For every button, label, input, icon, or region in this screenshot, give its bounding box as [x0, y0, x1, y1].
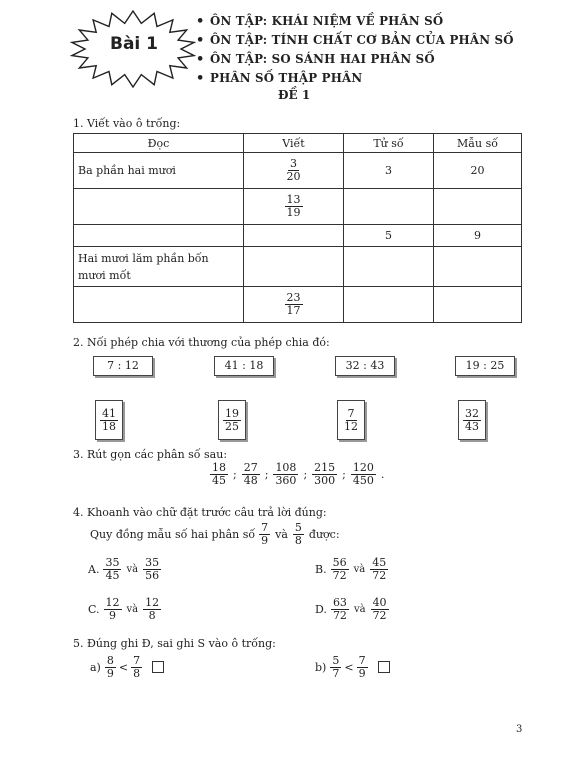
- division-box[interactable]: [214, 356, 274, 376]
- question-1-title: 1. Viết vào ô trống:: [73, 117, 181, 130]
- compare-fraction: [105, 655, 116, 679]
- numerator: 35: [145, 556, 160, 569]
- numerator: 215: [314, 461, 336, 474]
- separator: ;: [233, 467, 237, 481]
- option-fraction: [143, 597, 161, 621]
- simplify-fractions: [210, 462, 389, 486]
- cell-read: [74, 247, 244, 287]
- col-header-write: Viết: [244, 134, 344, 153]
- option-label: D.: [315, 602, 327, 616]
- denominator-value: 20: [470, 164, 485, 177]
- table-row: [74, 287, 522, 323]
- option-fraction: [331, 557, 349, 581]
- denominator: 48: [243, 473, 258, 487]
- written-fraction: [285, 194, 303, 218]
- option-label: A.: [88, 562, 100, 576]
- question-5-title: 5. Đúng ghi Đ, sai ghi S vào ô trống:: [73, 637, 276, 650]
- answer-option[interactable]: [315, 597, 389, 621]
- fraction-table: [73, 133, 522, 323]
- exam-title: ĐỀ 1: [278, 88, 311, 102]
- cell-denominator: [434, 225, 522, 247]
- numerator: 7: [133, 654, 141, 667]
- numerator: 120: [352, 461, 374, 474]
- col-header-numerator: Tử số: [344, 134, 434, 153]
- numerator: 35: [105, 556, 120, 569]
- denominator: 19: [286, 206, 301, 219]
- denominator: 45: [212, 473, 226, 487]
- denominator: 450: [352, 473, 374, 487]
- denominator: 20: [286, 170, 301, 183]
- less-than-sign: <: [118, 660, 129, 674]
- denominator: 12: [344, 419, 358, 433]
- answer-checkbox[interactable]: [152, 661, 164, 673]
- denominator: 8: [148, 608, 156, 622]
- prompt-text: được:: [308, 527, 340, 541]
- division-text: 19 : 25: [465, 359, 505, 372]
- and-text: và: [126, 563, 139, 575]
- denominator: 9: [106, 666, 114, 680]
- option-fraction: [370, 557, 388, 581]
- denominator: 9: [358, 666, 366, 680]
- option-label: B.: [315, 562, 327, 576]
- denominator: 72: [332, 568, 347, 582]
- cell-numerator: [344, 287, 434, 323]
- numerator: 63: [332, 596, 347, 609]
- denominator: 56: [145, 568, 160, 582]
- topic-item: • ÔN TẬP: SO SÁNH HAI PHÂN SỐ: [196, 50, 514, 69]
- numerator: 40: [372, 596, 387, 609]
- fraction-to-simplify: [273, 462, 298, 486]
- lesson-badge: Bài 1: [109, 34, 158, 54]
- cell-write: [244, 247, 344, 287]
- cell-read: [74, 153, 244, 189]
- cell-denominator: [434, 287, 522, 323]
- denominator: 9: [261, 533, 269, 547]
- option-fraction: [103, 557, 121, 581]
- answer-option[interactable]: [88, 597, 161, 621]
- quotient-box[interactable]: [95, 400, 123, 440]
- cell-write: [244, 225, 344, 247]
- numerator: 56: [332, 556, 347, 569]
- topic-item: • ÔN TẬP: TÍNH CHẤT CƠ BẢN CỦA PHÂN SỐ: [196, 31, 514, 50]
- question-2-title: 2. Nối phép chia với thương của phép chia đó:: [73, 336, 330, 349]
- denominator: 360: [275, 473, 297, 487]
- topic-list: [196, 12, 514, 88]
- division-box[interactable]: [455, 356, 515, 376]
- and-text: và: [275, 527, 288, 541]
- prompt-fraction: [259, 522, 270, 546]
- cell-write: [244, 153, 344, 189]
- less-than-sign: <: [344, 660, 354, 674]
- numerator: 8: [106, 654, 114, 667]
- numerator: 13: [286, 193, 301, 207]
- table-row: [74, 153, 522, 189]
- question-3-title: 3. Rút gọn các phân số sau:: [73, 448, 228, 461]
- denominator: 8: [133, 666, 141, 680]
- option-fraction: [143, 557, 161, 581]
- division-text: 7 : 12: [107, 359, 139, 372]
- numerator: 32: [465, 406, 479, 420]
- numerator: 18: [212, 461, 226, 474]
- denominator: 7: [332, 666, 340, 680]
- cell-denominator: [434, 247, 522, 287]
- answer-option[interactable]: [315, 557, 388, 581]
- separator: ;: [342, 467, 346, 481]
- cell-numerator: [344, 247, 434, 287]
- numerator: 23: [286, 291, 301, 305]
- true-false-item: [90, 655, 164, 679]
- col-header-denominator: Mẫu số: [434, 134, 522, 153]
- numerator-value: 3: [385, 164, 392, 177]
- cell-write: [244, 287, 344, 323]
- numerator: 27: [243, 461, 258, 474]
- quotient-fraction: [223, 408, 241, 432]
- denominator: 18: [102, 419, 116, 433]
- denominator: 72: [372, 568, 387, 582]
- denominator: 300: [314, 473, 336, 487]
- item-label: a): [90, 660, 101, 674]
- denominator: 45: [105, 568, 120, 582]
- denominator: 43: [465, 419, 479, 433]
- answer-option[interactable]: [88, 557, 161, 581]
- answer-checkbox[interactable]: [378, 661, 390, 673]
- topic-item: • ÔN TẬP: KHÁI NIỆM VỀ PHÂN SỐ: [196, 12, 514, 31]
- compare-fraction: [330, 655, 341, 679]
- question-4-title: 4. Khoanh vào chữ đặt trước câu trả lời đúng:: [73, 506, 327, 519]
- cell-denominator: [434, 189, 522, 225]
- numerator: 41: [102, 406, 116, 420]
- division-text: 41 : 18: [224, 359, 264, 372]
- read-text: Hai mươi lăm phần bốn mươi mốt: [78, 251, 209, 282]
- numerator: 45: [372, 556, 387, 569]
- cell-numerator: [344, 225, 434, 247]
- read-text: Ba phần hai mươi: [78, 164, 176, 177]
- col-header-read: Đọc: [74, 134, 244, 153]
- fraction-to-simplify: [210, 462, 228, 486]
- table-row: [74, 247, 522, 287]
- division-text: 32 : 43: [345, 359, 385, 372]
- topic-item: • PHÂN SỐ THẬP PHÂN: [196, 69, 514, 88]
- denominator: 72: [332, 608, 347, 622]
- denominator-value: 9: [474, 229, 481, 242]
- separator: ;: [264, 467, 269, 481]
- option-fraction: [371, 597, 389, 621]
- numerator: 3: [290, 157, 297, 171]
- option-label: C.: [88, 602, 100, 616]
- numerator: 7: [347, 406, 355, 420]
- separator: ;: [303, 467, 308, 481]
- and-text: và: [353, 603, 366, 615]
- question-4-prompt: [90, 522, 340, 546]
- division-box[interactable]: [93, 356, 153, 376]
- quotient-box[interactable]: [337, 400, 365, 440]
- denominator: 17: [286, 304, 301, 317]
- numerator: 12: [105, 596, 120, 609]
- quotient-fraction: [342, 408, 360, 432]
- numerator-value: 5: [385, 229, 392, 242]
- and-text: và: [353, 563, 366, 575]
- cell-write: [244, 189, 344, 225]
- quotient-fraction: [100, 408, 118, 432]
- numerator: 7: [261, 521, 269, 534]
- cell-numerator: [344, 153, 434, 189]
- numerator: 5: [294, 521, 302, 534]
- cell-numerator: [344, 189, 434, 225]
- quotient-box[interactable]: [218, 400, 246, 440]
- cell-read: [74, 287, 244, 323]
- division-box[interactable]: [335, 356, 395, 376]
- fraction-to-simplify: [312, 462, 337, 486]
- item-label: b): [315, 660, 327, 674]
- page-number: 3: [516, 724, 523, 735]
- table-row: [74, 189, 522, 225]
- cell-denominator: [434, 153, 522, 189]
- written-fraction: [285, 158, 303, 182]
- prompt-fraction: [293, 522, 304, 546]
- denominator: 8: [294, 533, 302, 547]
- cell-read: [74, 225, 244, 247]
- compare-fraction: [131, 655, 142, 679]
- quotient-box[interactable]: [458, 400, 486, 440]
- separator: .: [380, 467, 385, 481]
- option-fraction: [331, 597, 349, 621]
- compare-fraction: [357, 655, 368, 679]
- table-row: [74, 225, 522, 247]
- prompt-text: Quy đồng mẫu số hai phân số: [90, 527, 256, 541]
- numerator: 12: [145, 596, 160, 609]
- numerator: 108: [275, 461, 297, 474]
- written-fraction: [285, 292, 303, 316]
- fraction-to-simplify: [351, 462, 376, 486]
- denominator: 72: [372, 608, 387, 622]
- quotient-fraction: [463, 408, 481, 432]
- denominator: 25: [225, 419, 239, 433]
- denominator: 9: [109, 608, 117, 622]
- cell-read: [74, 189, 244, 225]
- numerator: 7: [358, 654, 366, 667]
- numerator: 5: [332, 654, 340, 667]
- true-false-item: [315, 655, 390, 679]
- fraction-to-simplify: [242, 462, 260, 486]
- and-text: và: [126, 603, 139, 615]
- numerator: 19: [225, 406, 239, 420]
- option-fraction: [104, 597, 122, 621]
